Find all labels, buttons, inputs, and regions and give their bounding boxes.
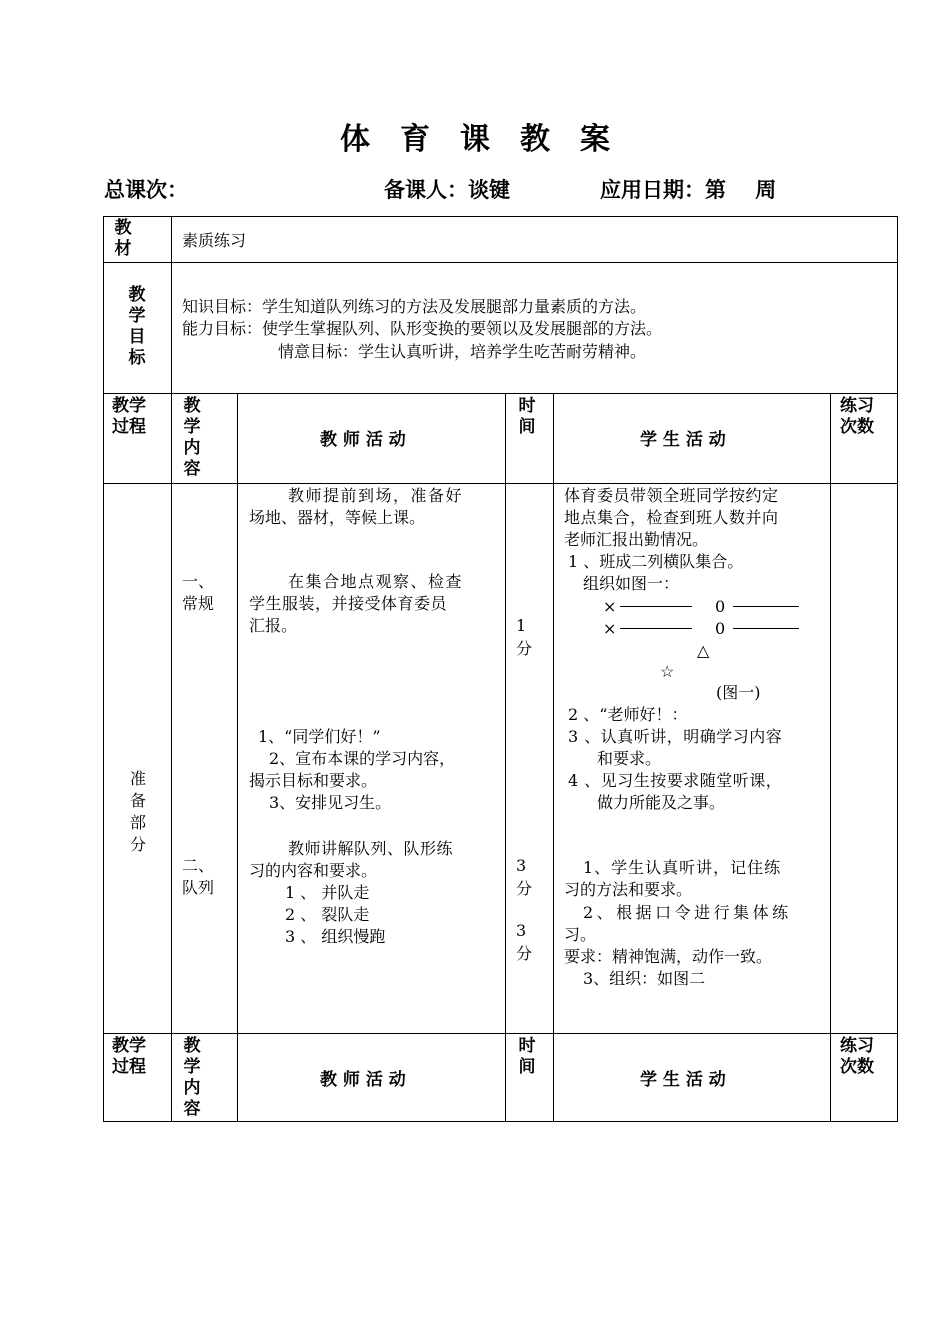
lesson-count-label: 总课次： [104,178,188,202]
student-line: 习的方法和要求。 [564,880,693,899]
teacher-line: 1 、 并队走 [285,883,370,902]
teacher-line: 学生服装，并接受体育委员 [249,594,448,613]
col-teacher: 教 师 活 动 [320,430,406,450]
col-process: 教学过程 [112,396,146,437]
content-2-label: 队列 [182,878,215,897]
student-line: 组织如图一： [583,574,680,593]
teacher-line: 3 、 组织慢跑 [285,927,386,946]
goal-ability: 能力目标：使学生掌握队列、队形变换的要领以及发展腿部的方法。 [182,319,663,338]
figure-caption: (图一) [716,683,761,702]
student-line: 3 、认真听讲，明确学习内容 [568,727,783,746]
page-title: 体育课教案 [340,122,640,157]
circle-mark: 0 [715,619,726,638]
teacher-line: 教师提前到场，准备好 [288,486,464,505]
teacher-triangle-icon: △ [697,641,710,660]
time-unit: 分 [516,639,533,658]
teacher-line: 揭示目标和要求。 [249,771,378,790]
student-line: 做力所能及之事。 [597,793,726,812]
student-line: 3、组织：如图二 [583,969,706,988]
time-value: 1 [516,616,527,635]
col-reps: 练习次数 [840,396,874,437]
material-value: 素质练习 [182,231,247,250]
time-unit: 分 [516,944,533,963]
content-1-num: 一、 [182,572,215,591]
teacher-line: 习的内容和要求。 [249,861,378,880]
col-time: 时间 [518,396,536,437]
col-content: 教学内容 [183,396,201,479]
cross-mark: × [603,619,617,638]
cross-mark: × [603,597,617,616]
col-student: 学 生 活 动 [640,1070,726,1090]
circle-mark: 0 [715,597,726,616]
col-process: 教学过程 [112,1036,146,1077]
star-icon: ☆ [660,662,675,681]
col-time: 时间 [518,1036,536,1077]
time-unit: 分 [516,879,533,898]
student-line: 4 、见习生按要求随堂听课， [568,771,783,790]
material-label: 教材 [114,218,132,259]
col-teacher: 教 师 活 动 [320,1070,406,1090]
goal-emotion: 情意目标：学生认真听讲，培养学生吃苦耐劳精神。 [278,342,647,361]
col-content: 教学内容 [183,1036,201,1119]
student-line: 1 、班成二列横队集合。 [568,552,744,571]
student-line: 2 、“老师好！： [568,705,688,724]
student-line: 1、学生认真听讲，记住练 [583,858,782,877]
student-line: 老师汇报出勤情况。 [564,530,709,549]
preparer-label: 备课人：谈键 [384,178,510,202]
content-1-label: 常规 [182,594,215,613]
time-value: 3 [516,921,527,940]
teacher-line: 1、“同学们好！” [258,727,381,746]
goal-knowledge: 知识目标：学生知道队列练习的方法及发展腿部力量素质的方法。 [182,297,647,316]
teacher-line: 汇报。 [249,616,298,635]
apply-date-label: 应用日期：第 周 [600,178,777,202]
col-student: 学 生 活 动 [640,430,726,450]
section-name: 准备部分 [129,769,146,854]
student-line: 体育委员带领全班同学按约定 [564,486,779,505]
student-line: 要求：精神饱满，动作一致。 [564,947,773,966]
student-line: 2、根据口令进行集体练 [583,903,792,922]
teacher-line: 教师讲解队列、队形练 [288,839,454,858]
teacher-line: 2 、 裂队走 [285,905,370,924]
teacher-line: 3、安排见习生。 [269,793,392,812]
student-line: 和要求。 [597,749,662,768]
student-line: 习。 [564,925,597,944]
goals-label: 教学目标 [128,285,146,368]
student-line: 地点集合，检查到班人数并向 [564,508,779,527]
col-reps: 练习次数 [840,1036,874,1077]
time-value: 3 [516,856,527,875]
teacher-line: 在集合地点观察、检查 [288,572,464,591]
content-2-num: 二、 [182,856,215,875]
teacher-line: 2、宣布本课的学习内容， [269,749,456,768]
teacher-line: 场地、器材，等候上课。 [249,508,426,527]
